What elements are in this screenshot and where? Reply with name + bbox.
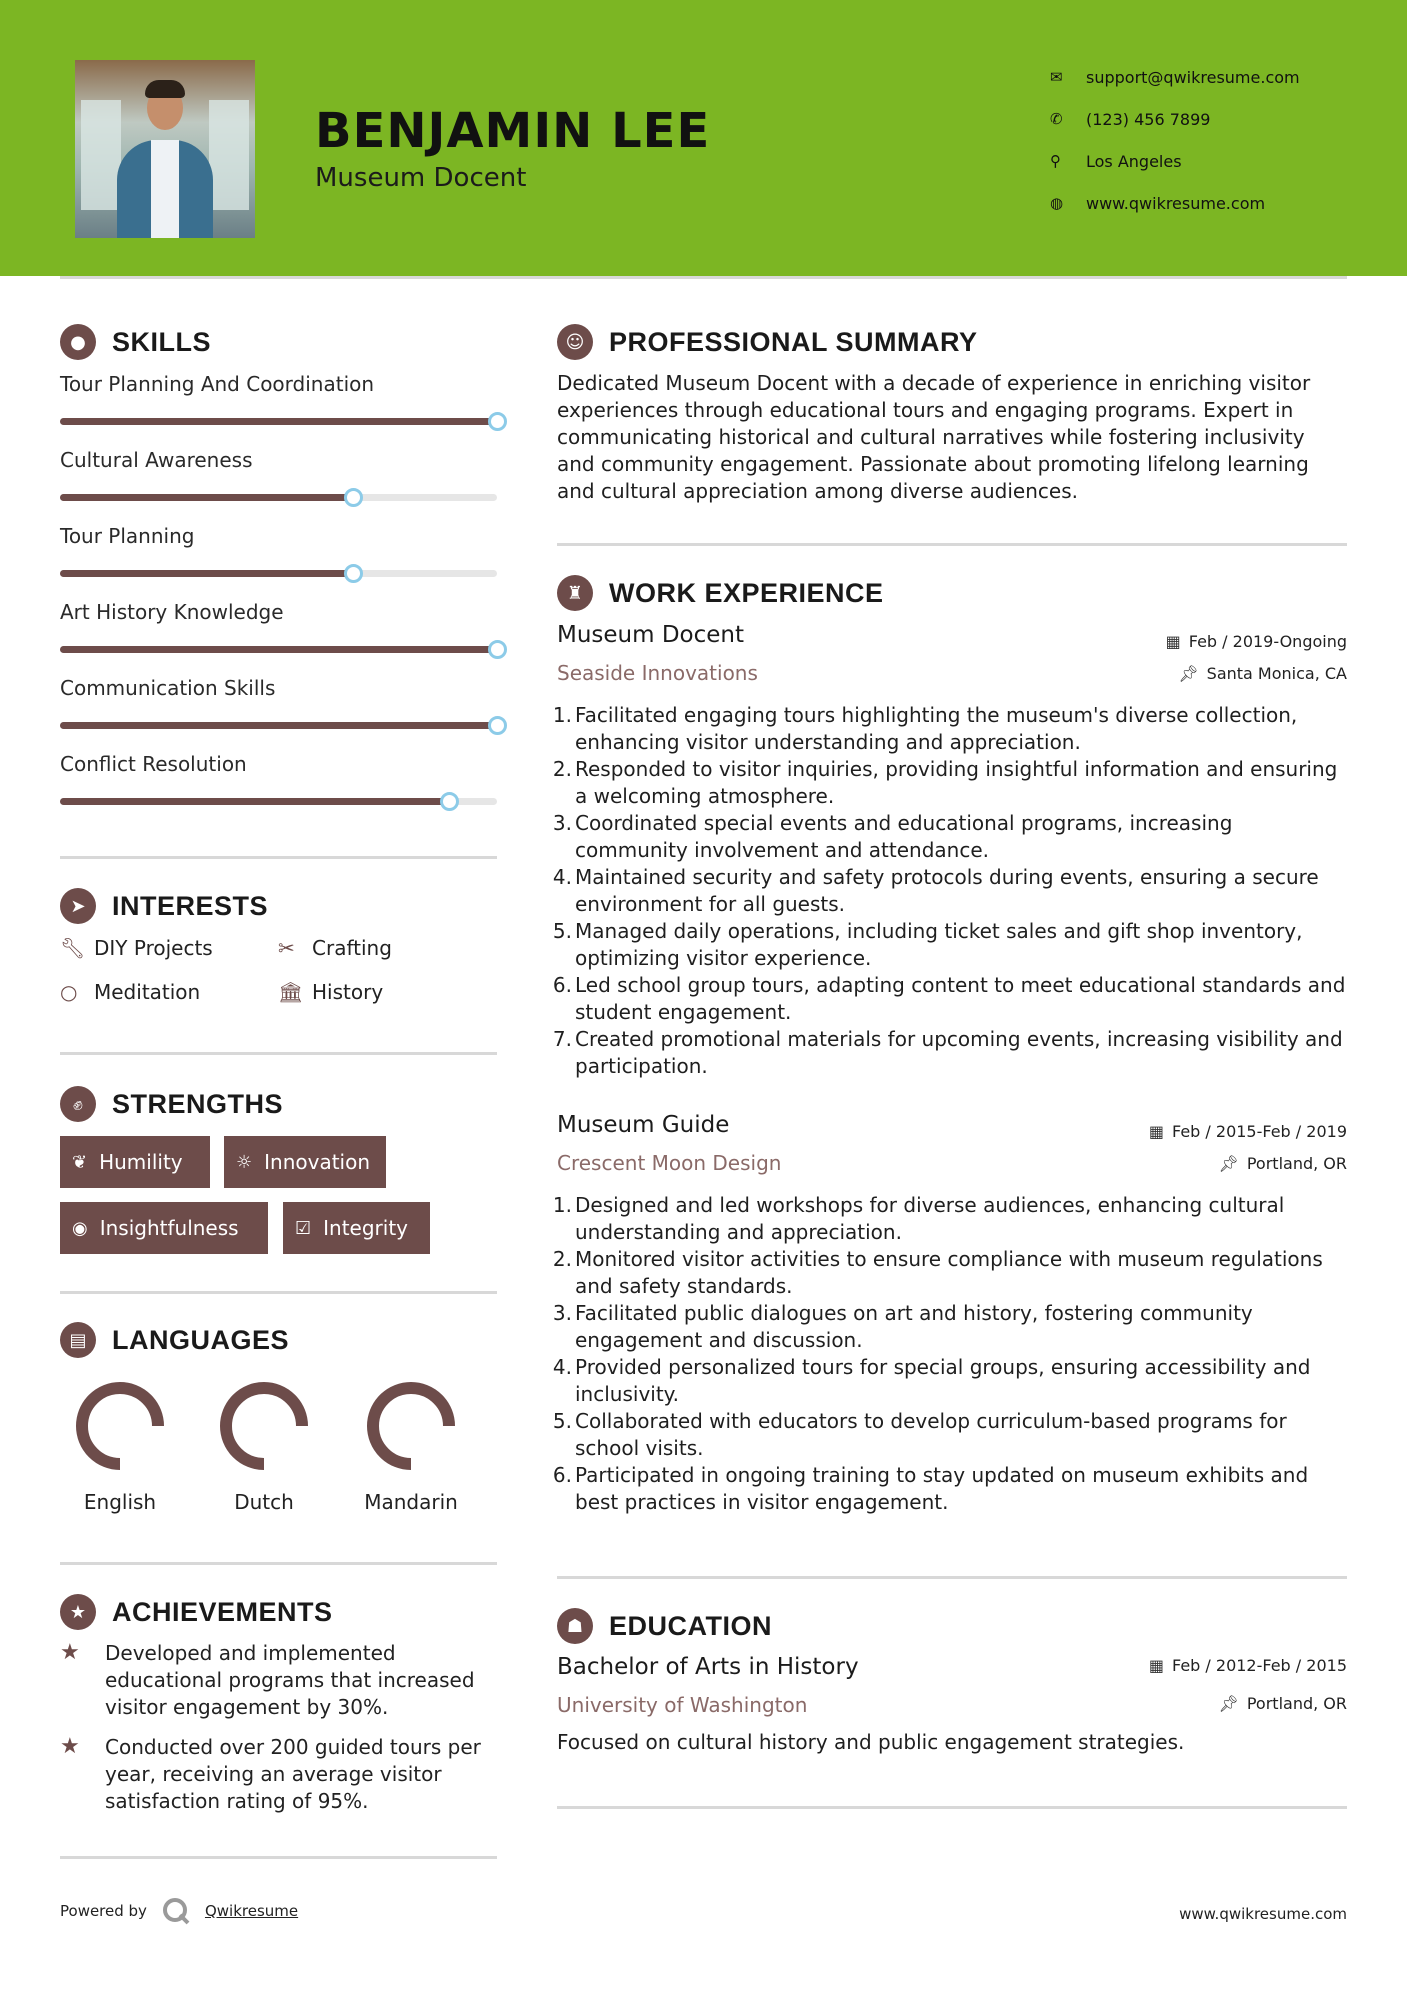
company-name: Crescent Moon Design bbox=[557, 1151, 782, 1175]
strength-chip: ◉ Insightfulness bbox=[60, 1202, 268, 1254]
list-item: 5. Managed daily operations, including ticket sales and gift shop inventory, optimizing visitor experience. bbox=[552, 919, 1303, 970]
skill-slider-handle bbox=[488, 640, 507, 659]
language-ring bbox=[214, 1376, 314, 1476]
profile-photo bbox=[75, 60, 255, 238]
interests-heading: ➤ INTERESTS bbox=[60, 888, 268, 924]
education-description: Focused on cultural history and public engagement strategies. bbox=[557, 1730, 1185, 1754]
list-item: 2. Monitored visitor activities to ensure compliance with museum regulations and safety standards. bbox=[552, 1247, 1323, 1298]
globe-icon: ◍ bbox=[1050, 194, 1064, 212]
job-location: 📌︎ Portland, OR bbox=[1218, 1154, 1347, 1173]
leaf-icon: ❦ bbox=[72, 1151, 88, 1173]
checkbox-icon: ☑ bbox=[295, 1217, 312, 1239]
skill-slider-handle bbox=[344, 564, 363, 583]
skills-heading: ● SKILLS bbox=[60, 324, 211, 360]
skill-item: Art History Knowledge bbox=[60, 600, 500, 624]
languages-heading: ▤ LANGUAGES bbox=[60, 1322, 289, 1358]
header-banner bbox=[0, 0, 1407, 276]
job-title: Museum Docent bbox=[557, 622, 745, 648]
office-chair-icon: ♜ bbox=[557, 575, 593, 611]
school-name: University of Washington bbox=[557, 1693, 808, 1717]
divider bbox=[60, 1562, 497, 1565]
education-dates: ▦ Feb / 2012-Feb / 2015 bbox=[1148, 1656, 1347, 1675]
candidate-title: Museum Docent bbox=[315, 163, 527, 193]
map-pin-icon: ⚲ bbox=[1050, 152, 1061, 170]
divider bbox=[60, 276, 1347, 279]
divider bbox=[557, 543, 1347, 546]
contact-list bbox=[1050, 56, 1300, 224]
divider bbox=[60, 1291, 497, 1294]
calendar-icon: ▦ bbox=[1165, 632, 1181, 651]
education-heading: ☗ EDUCATION bbox=[557, 1608, 772, 1644]
job-location: 📌︎ Santa Monica, CA bbox=[1178, 664, 1347, 683]
candidate-name: BENJAMIN LEE bbox=[315, 103, 711, 159]
skill-slider-handle bbox=[488, 412, 507, 431]
job-dates: ▦ Feb / 2019-Ongoing bbox=[1165, 632, 1347, 651]
circle-icon: ○ bbox=[60, 980, 78, 1004]
list-item: 4. Provided personalized tours for special groups, ensuring accessibility and inclusivity. bbox=[552, 1355, 1311, 1406]
job-title: Museum Guide bbox=[557, 1112, 730, 1138]
achievement-item: ★ Developed and implemented educational programs that increased visitor engagement by 30%. bbox=[60, 1640, 475, 1719]
list-item: 7. Created promotional materials for upcoming events, increasing visibility and participation. bbox=[552, 1027, 1343, 1078]
education-location: 📌︎ Portland, OR bbox=[1218, 1694, 1347, 1713]
list-item: 1. Facilitated engaging tours highlighting the museum's diverse collection, enhancing visitor understanding and appreciation. bbox=[552, 703, 1298, 754]
list-item: 6. Participated in ongoing training to stay updated on museum exhibits and best practices in visitor engagement. bbox=[552, 1463, 1309, 1514]
wrench-icon: 🔧︎ bbox=[60, 936, 86, 960]
degree-title: Bachelor of Arts in History bbox=[557, 1654, 859, 1680]
job-bullets bbox=[552, 1192, 1347, 1516]
language-ring bbox=[361, 1376, 461, 1476]
list-item: 4. Maintained security and safety protocols during events, ensuring a secure environment for all guests. bbox=[552, 865, 1319, 916]
skill-item: Tour Planning And Coordination bbox=[60, 372, 500, 396]
skill-item: Cultural Awareness bbox=[60, 448, 500, 472]
list-item: 6. Led school group tours, adapting content to meet educational standards and student engagement. bbox=[552, 973, 1346, 1024]
skill-item: Communication Skills bbox=[60, 676, 500, 700]
pushpin-icon: 📌︎ bbox=[1218, 1154, 1239, 1173]
star-icon: ★ bbox=[60, 1594, 96, 1630]
interest-item: ○ Meditation bbox=[60, 980, 201, 1004]
divider bbox=[557, 1576, 1347, 1579]
star-icon: ★ bbox=[60, 1734, 80, 1759]
skill-slider-handle bbox=[488, 716, 507, 735]
qwikresume-link[interactable]: Qwikresume bbox=[204, 1902, 299, 1920]
job-dates: ▦ Feb / 2015-Feb / 2019 bbox=[1148, 1122, 1347, 1141]
summary-text: Dedicated Museum Docent with a decade of experience in enriching visitor experiences through educational tours and engaging programs. Expert in communicating historical and cultural narratives while fostering inclusivity and community engagement. Passionate about promoting lifelong learning and cultural appreciation among diverse audiences. bbox=[557, 371, 1311, 503]
qwikresume-logo-icon bbox=[161, 1896, 191, 1926]
experience-heading: ♜ WORK EXPERIENCE bbox=[557, 575, 884, 611]
fist-icon: ✊︎ bbox=[60, 1086, 96, 1122]
contact-website[interactable]: ◍ www.qwikresume.com bbox=[1050, 193, 1266, 213]
scissors-icon: ✂ bbox=[278, 936, 295, 960]
contact-location: ⚲ Los Angeles bbox=[1050, 151, 1182, 171]
list-item: 2. Responded to visitor inquiries, providing insightful information and ensuring a welcoming atmosphere. bbox=[552, 757, 1338, 808]
lightbulb-icon: ☼ bbox=[236, 1151, 253, 1173]
achievement-item: ★ Conducted over 200 guided tours per year, receiving an average visitor satisfaction rating of 95%. bbox=[60, 1734, 481, 1813]
interest-item: ✂ Crafting bbox=[278, 936, 392, 960]
calendar-icon: ▦ bbox=[1148, 1656, 1164, 1675]
eye-icon: ◉ bbox=[72, 1217, 88, 1239]
skill-slider-handle bbox=[440, 792, 459, 811]
list-item: 5. Collaborated with educators to develop curriculum-based programs for school visits. bbox=[552, 1409, 1287, 1460]
achievements-heading: ★ ACHIEVEMENTS bbox=[60, 1594, 333, 1630]
paper-plane-icon: ➤ bbox=[60, 888, 96, 924]
strength-chip: ☑ Integrity bbox=[283, 1202, 430, 1254]
skill-item: Conflict Resolution bbox=[60, 752, 500, 776]
footer-website-link[interactable]: www.qwikresume.com bbox=[1179, 1905, 1347, 1923]
pushpin-icon: 📌︎ bbox=[1178, 664, 1199, 683]
id-card-icon: ▤ bbox=[60, 1322, 96, 1358]
list-item: 1. Designed and led workshops for diverse audiences, enhancing cultural understanding and appreciation. bbox=[552, 1193, 1285, 1244]
skill-item: Tour Planning bbox=[60, 524, 500, 548]
calendar-icon: ▦ bbox=[1148, 1122, 1164, 1141]
user-icon: ☺ bbox=[557, 324, 593, 360]
bank-icon: 🏛︎ bbox=[278, 980, 304, 1004]
pushpin-icon: 📌︎ bbox=[1218, 1694, 1239, 1713]
strength-chip: ☼ Innovation bbox=[224, 1136, 386, 1188]
envelope-icon: ✉ bbox=[1050, 68, 1063, 86]
list-item: 3. Facilitated public dialogues on art and history, fostering community engagement and discussion. bbox=[552, 1301, 1253, 1352]
star-icon: ★ bbox=[60, 1640, 80, 1665]
graduate-icon: ☗ bbox=[557, 1608, 593, 1644]
contact-email[interactable]: ✉ support@qwikresume.com bbox=[1050, 67, 1300, 87]
lightbulb-icon: ● bbox=[60, 324, 96, 360]
skill-slider-handle bbox=[344, 488, 363, 507]
phone-icon: ✆ bbox=[1050, 110, 1063, 128]
language-item: English bbox=[60, 1376, 180, 1514]
strength-chip: ❦ Humility bbox=[60, 1136, 210, 1188]
language-item: Mandarin bbox=[351, 1376, 471, 1514]
job-bullets bbox=[552, 702, 1347, 1080]
language-ring bbox=[70, 1376, 170, 1476]
summary-heading: ☺ PROFESSIONAL SUMMARY bbox=[557, 324, 978, 360]
interest-item: 🏛︎ History bbox=[278, 980, 384, 1004]
contact-phone[interactable]: ✆ (123) 456 7899 bbox=[1050, 109, 1211, 129]
language-item: Dutch bbox=[204, 1376, 324, 1514]
divider bbox=[60, 1856, 497, 1859]
divider bbox=[60, 856, 497, 859]
strengths-heading: ✊︎ STRENGTHS bbox=[60, 1086, 283, 1122]
interest-item: 🔧︎ DIY Projects bbox=[60, 936, 213, 960]
footer-powered-by: Powered by Qwikresume bbox=[60, 1896, 298, 1926]
company-name: Seaside Innovations bbox=[557, 661, 758, 685]
divider bbox=[60, 1052, 497, 1055]
divider bbox=[557, 1806, 1347, 1809]
list-item: 3. Coordinated special events and educational programs, increasing community involvement and attendance. bbox=[552, 811, 1233, 862]
